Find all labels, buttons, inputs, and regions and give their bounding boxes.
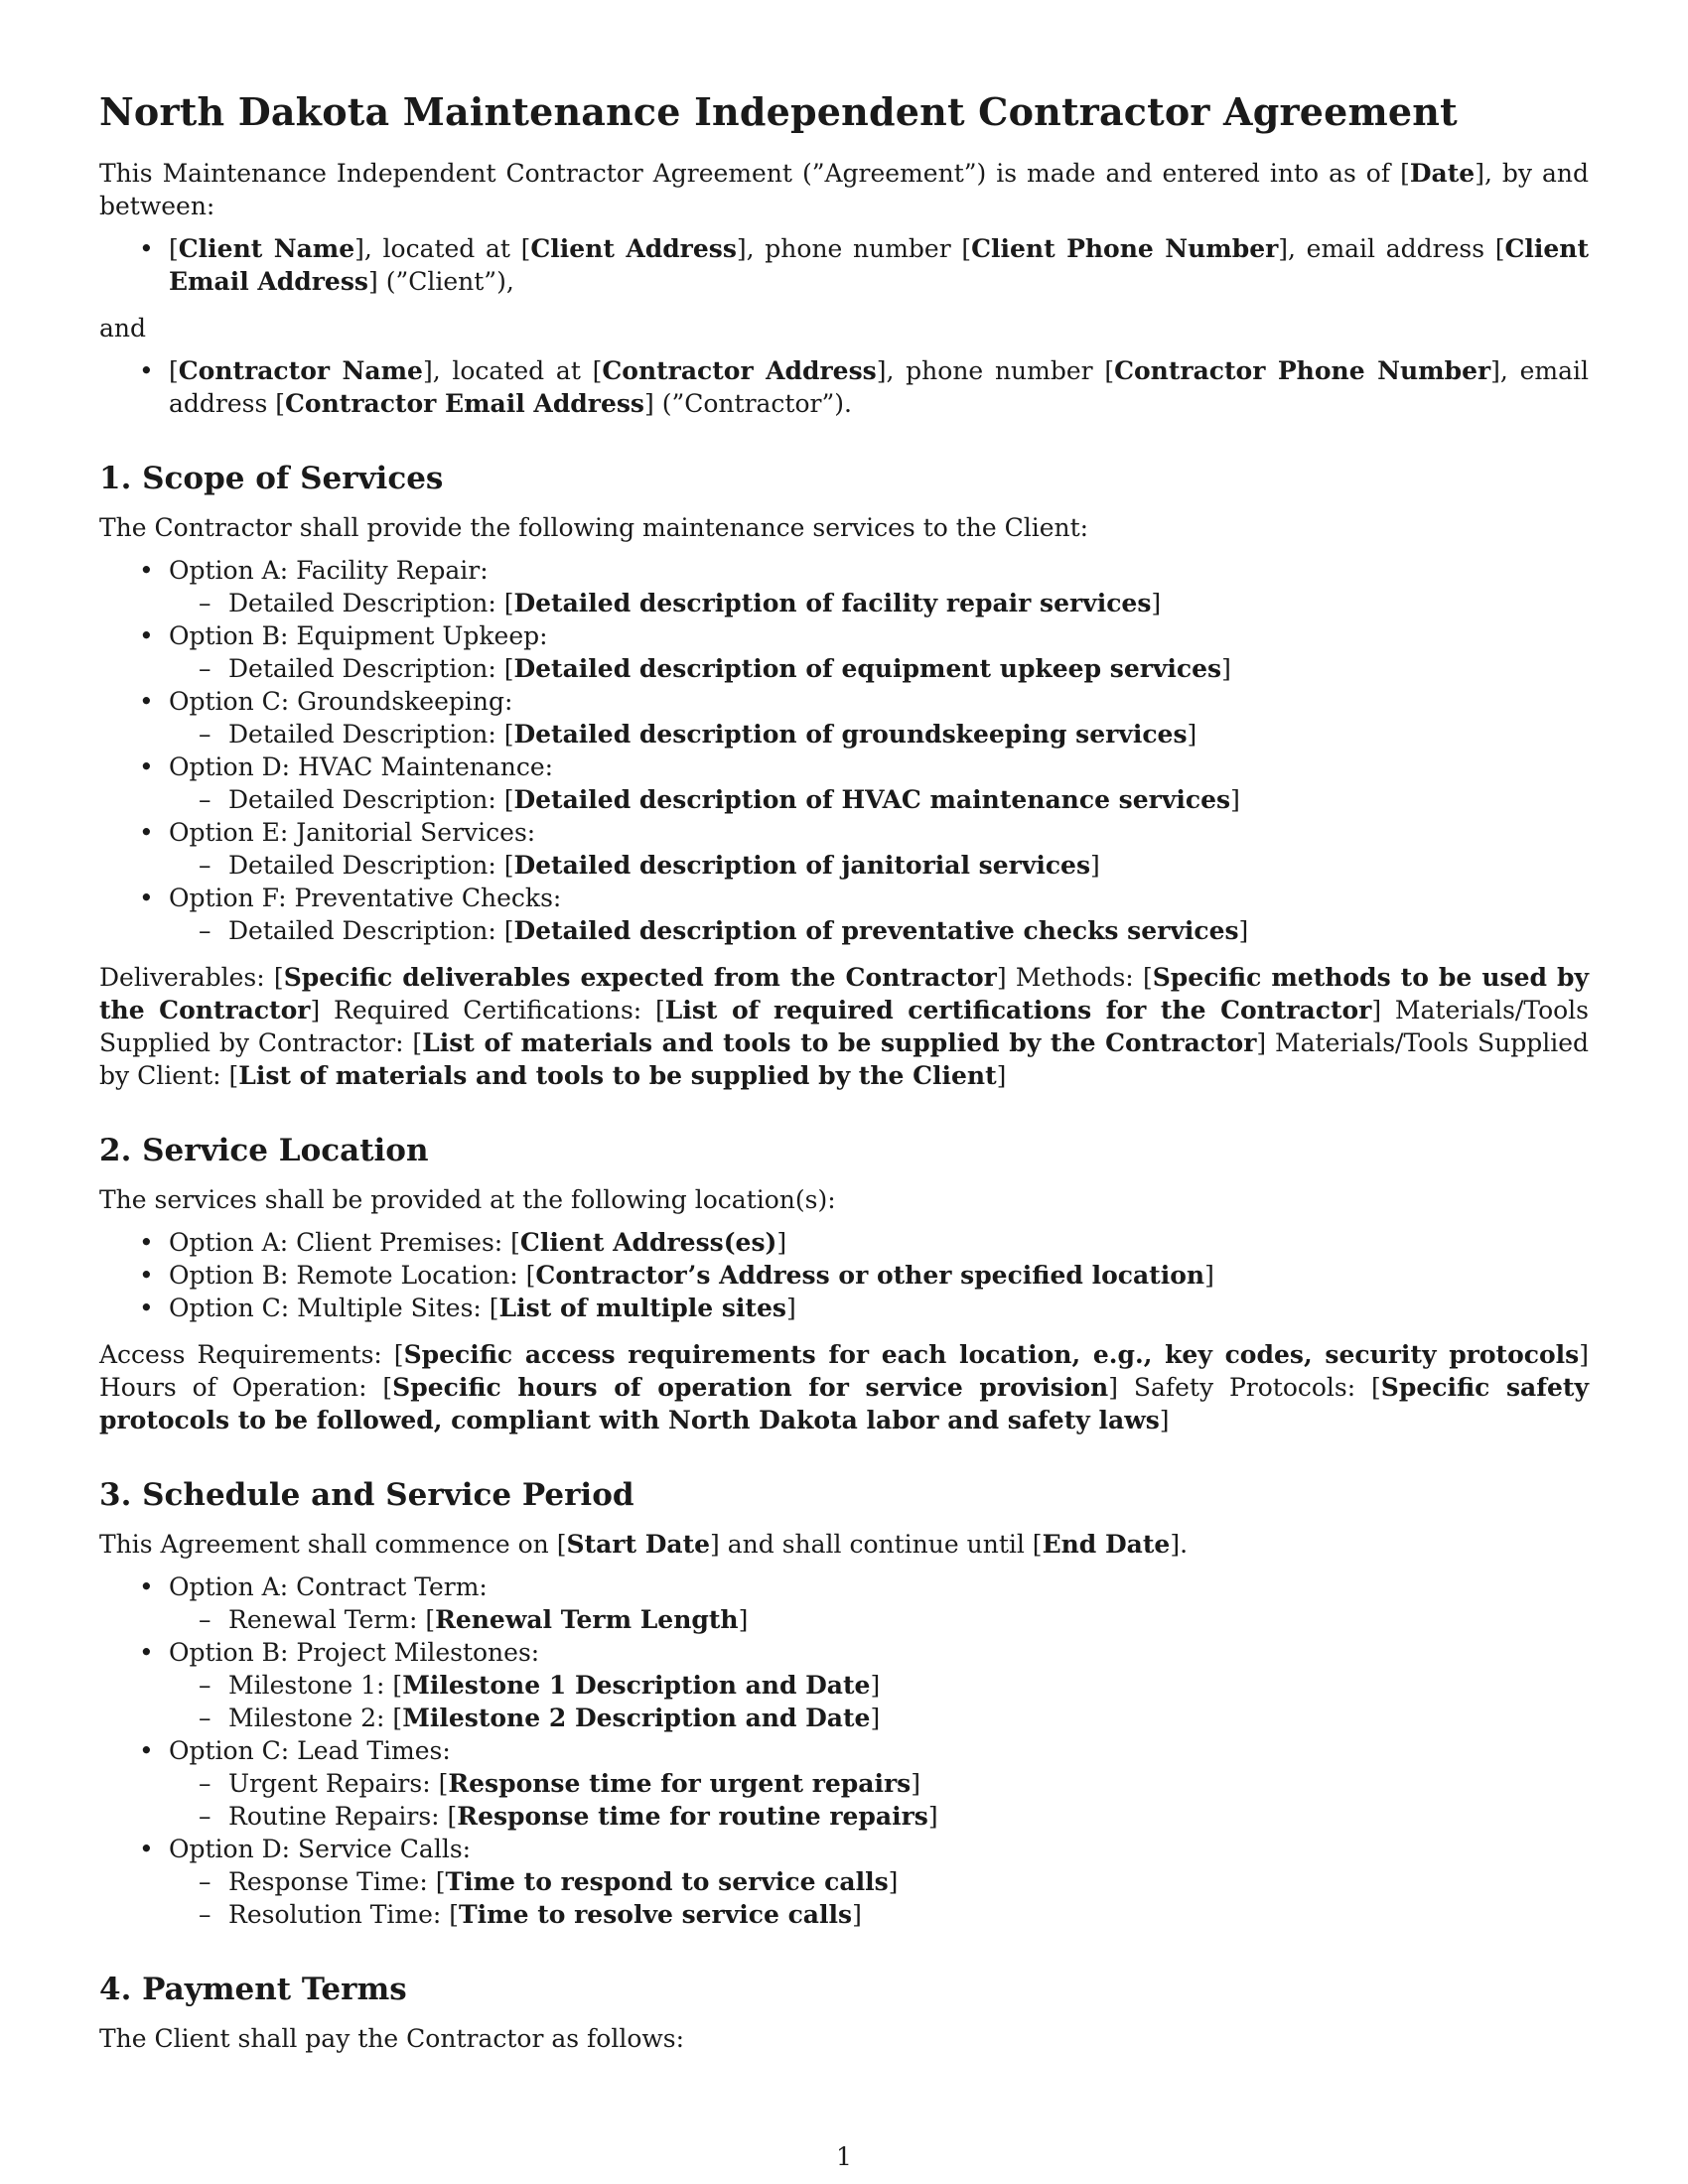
list-item: – Routine Repairs: [Response time for routine repairs] [169,1800,1589,1833]
page-number: 1 [836,2142,852,2171]
list-item: • Option F: Preventative Checks: – Detailed Description: [Detailed description of preventative checks services] [99,882,1589,947]
contractor-party-list [99,354,1589,420]
and-text: and [99,314,147,342]
location-options-list [99,1226,1589,1324]
contractor-address-placeholder: Contractor Address [602,356,877,385]
list-item: – Urgent Repairs: [Response time for urgent repairs] [169,1767,1589,1800]
section-heading-schedule: 3. Schedule and Service Period [99,1477,634,1513]
client-email-placeholder: Client Email Address [169,234,1590,296]
contractor-name-placeholder: Contractor Name [178,356,423,385]
client-party: • [Client Name], located at [Client Address], phone number [Client Phone Number], email address [Client Email Address] (”Client”), [99,232,1589,298]
list-item: – Detailed Description: [Detailed description of groundskeeping services] [169,718,1589,751]
list-item: • Option C: Multiple Sites: [List of multiple sites] [99,1292,1589,1324]
document-page [99,83,1589,2065]
client-phone-placeholder: Client Phone Number [971,234,1279,263]
list-item: – Milestone 1: [Milestone 1 Description and Date] [169,1669,1589,1702]
list-item: – Renewal Term: [Renewal Term Length] [169,1603,1589,1636]
contractor-phone-placeholder: Contractor Phone Number [1114,356,1491,385]
client-address-placeholder: Client Address [530,234,737,263]
list-item: – Detailed Description: [Detailed description of facility repair services] [169,587,1589,619]
section-heading-scope: 1. Scope of Services [99,461,444,496]
list-item: • Option D: Service Calls: – Response Time: [Time to respond to service calls] – Resolution Time: [Time to resolve service calls] [99,1833,1589,1931]
schedule-intro: This Agreement shall commence on [Start Date] and shall continue until [End Date]. [99,1530,1189,1559]
list-item: • Option E: Janitorial Services: – Detailed Description: [Detailed description of janitorial services] [99,816,1589,882]
client-name-placeholder: Client Name [178,234,355,263]
location-details-paragraph: Access Requirements: [Specific access requirements for each location, e.g., key codes, security protocols] Hours of Operation: [Specific hours of operation for service provision] Safety Protocols: [Specific safety protocols to be followed, compliant with North Dakota labor and safety laws] [99,1340,1589,1434]
document-title: North Dakota Maintenance Independent Contractor Agreement [99,89,1458,134]
list-item: – Detailed Description: [Detailed description of preventative checks services] [169,914,1589,947]
list-item: – Detailed Description: [Detailed description of HVAC maintenance services] [169,783,1589,816]
list-item: – Resolution Time: [Time to resolve service calls] [169,1898,1589,1931]
payment-intro: The Client shall pay the Contractor as follows: [99,2024,685,2053]
list-item: – Response Time: [Time to respond to service calls] [169,1865,1589,1898]
section-heading-location: 2. Service Location [99,1133,429,1168]
list-item: • Option B: Equipment Upkeep: – Detailed Description: [Detailed description of equipment upkeep services] [99,619,1589,685]
scope-options-list [99,554,1589,947]
intro-paragraph: This Maintenance Independent Contractor Agreement (”Agreement”) is made and entered into as of [Date], by and between: [99,159,1590,220]
list-item: • Option C: Groundskeeping: – Detailed Description: [Detailed description of groundskeeping services] [99,685,1589,751]
list-item: – Milestone 2: [Milestone 2 Description and Date] [169,1702,1589,1734]
scope-intro: The Contractor shall provide the following maintenance services to the Client: [99,513,1089,542]
list-item: • Option C: Lead Times: – Urgent Repairs: [Response time for urgent repairs] – Routine Repairs: [Response time for routine repairs] [99,1734,1589,1833]
scope-details-paragraph: Deliverables: [Specific deliverables expected from the Contractor] Methods: [Specific methods to be used by the Contractor] Required Certifications: [List of required certifications for the Contractor] Materials/Tools Supplied by Contractor: [List of materials and tools to be supplied by the Contractor] Materials/Tools Supplied by Client: [List of materials and tools to be supplied by the Client] [99,963,1590,1090]
list-item: • Option B: Remote Location: [Contractor’s Address or other specified location] [99,1259,1589,1292]
contractor-party: • [Contractor Name], located at [Contractor Address], phone number [Contractor Phone Number], email address [Contractor Email Address] (”Contractor”). [99,354,1589,420]
client-party-list [99,232,1589,298]
list-item: – Detailed Description: [Detailed description of janitorial services] [169,849,1589,882]
list-item: • Option D: HVAC Maintenance: – Detailed Description: [Detailed description of HVAC maintenance services] [99,751,1589,816]
location-intro: The services shall be provided at the following location(s): [99,1185,836,1214]
schedule-options-list [99,1570,1589,1931]
list-item: • Option A: Client Premises: [Client Address(es)] [99,1226,1589,1259]
list-item: • Option A: Contract Term: – Renewal Term: [Renewal Term Length] [99,1570,1589,1636]
date-placeholder: Date [1409,159,1476,188]
list-item: • Option A: Facility Repair: – Detailed Description: [Detailed description of facility repair services] [99,554,1589,619]
contractor-email-placeholder: Contractor Email Address [285,389,645,418]
end-date-placeholder: End Date [1042,1530,1171,1559]
list-item: • Option B: Project Milestones: – Milestone 1: [Milestone 1 Description and Date] – Milestone 2: [Milestone 2 Description and Date] [99,1636,1589,1734]
list-item: – Detailed Description: [Detailed description of equipment upkeep services] [169,652,1589,685]
section-heading-payment: 4. Payment Terms [99,1972,407,2007]
start-date-placeholder: Start Date [566,1530,711,1559]
